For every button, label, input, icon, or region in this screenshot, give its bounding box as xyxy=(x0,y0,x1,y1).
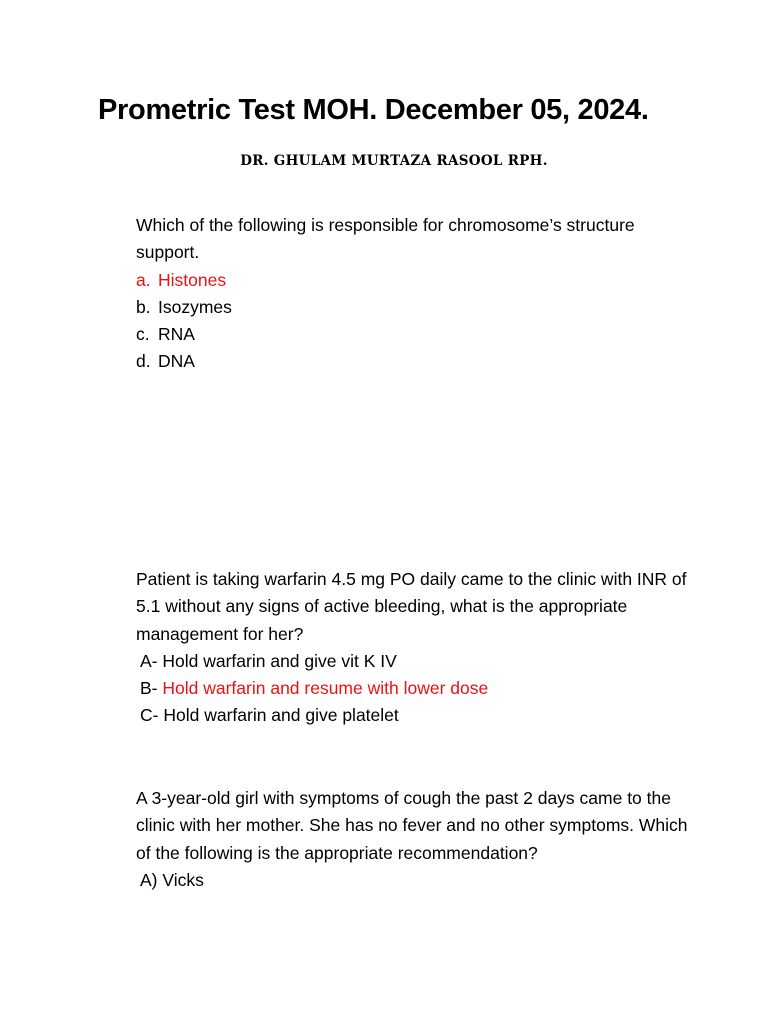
q1-option-b xyxy=(136,294,696,321)
question-1 xyxy=(136,212,696,376)
option-text: DNA xyxy=(158,351,195,372)
q2-option-b xyxy=(136,675,696,702)
option-letter: c. xyxy=(136,324,150,345)
option-text: Histones xyxy=(158,269,227,290)
q1-option-c xyxy=(136,321,696,348)
q1-option-d xyxy=(136,348,696,375)
q1-option-a xyxy=(136,267,696,294)
option-text: Isozymes xyxy=(158,296,232,317)
page-title: Prometric Test MOH. December 05, 2024. xyxy=(98,94,649,126)
option-text: Vicks xyxy=(162,869,204,890)
option-text: Hold warfarin and resume with lower dose xyxy=(162,678,489,699)
question-2-text: Patient is taking warfarin 4.5 mg PO daily came to the clinic with INR of 5.1 without any signs of active bleeding, what is the appropriate management for her? xyxy=(136,569,687,644)
q2-option-a xyxy=(136,648,696,675)
option-letter: d. xyxy=(136,351,151,372)
question-1-text: Which of the following is responsible for chromosome’s structure support. xyxy=(136,215,635,263)
option-letter: a. xyxy=(136,269,151,290)
option-letter: b. xyxy=(136,296,151,317)
q2-option-c xyxy=(136,702,696,729)
option-letter: A- xyxy=(140,650,158,671)
question-3-text: A 3-year-old girl with symptoms of cough the past 2 days came to the clinic with her mother. She has no fever and no other symptoms. Which of the following is the appropriate recommendation? xyxy=(136,788,688,863)
option-letter: A) xyxy=(140,869,158,890)
q3-option-a xyxy=(136,867,696,894)
author-line: DR. GHULAM MURTAZA RASOOL RPH. xyxy=(240,153,548,169)
option-text: Hold warfarin and give vit K IV xyxy=(162,650,397,671)
question-2 xyxy=(136,566,696,730)
option-letter: C- xyxy=(140,705,159,726)
option-text: RNA xyxy=(158,324,195,345)
option-letter: B- xyxy=(140,678,158,699)
question-3 xyxy=(136,785,696,894)
option-text: Hold warfarin and give platelet xyxy=(163,705,399,726)
